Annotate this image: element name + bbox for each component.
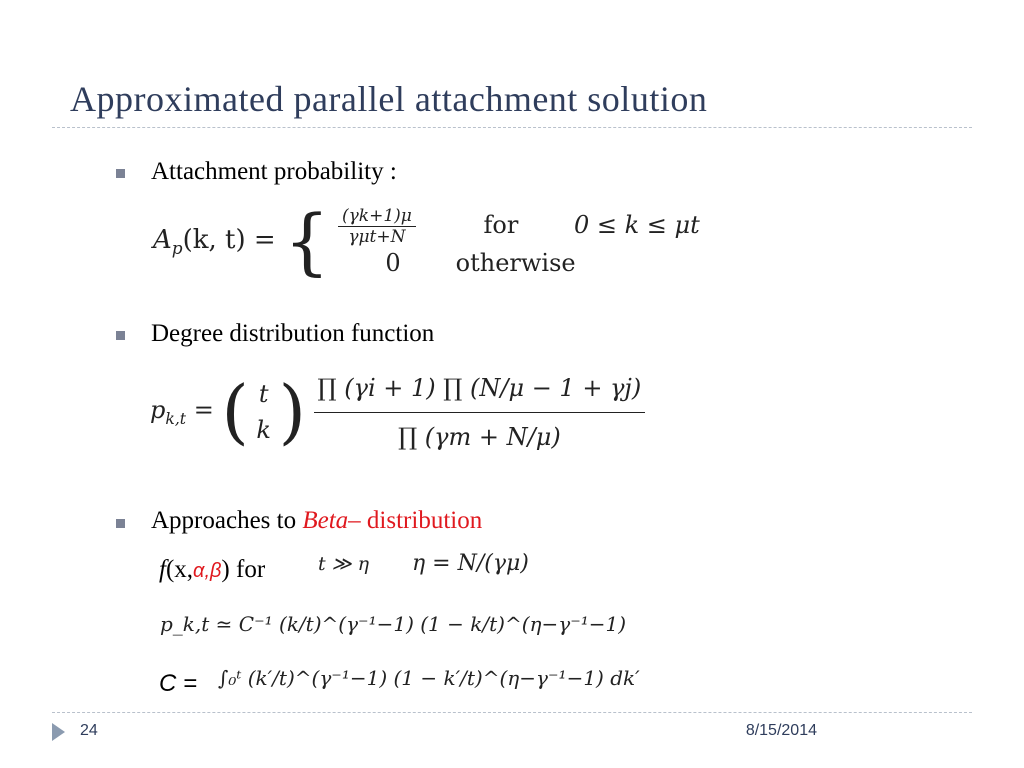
pk-fraction: $\frac{\prod (\gamma i + 1) \prod (N/\mu - 1 + \gamma j)}{\prod (\gamma m + N/\mu)}$ [314,368,646,455]
binomial: t k [256,379,271,444]
bullet-marker [116,331,125,340]
ap-otherwise: otherwise [455,248,576,277]
play-arrow-icon [52,723,65,741]
ap-fraction: $\frac{(\gamma k+1)\mu}{\text{γμt+N}}$ [338,206,416,247]
bullet-degree-distribution: Degree distribution function [151,320,435,347]
slide-date: 8/15/2014 [745,722,817,739]
bullet-marker [116,169,125,178]
bullet-beta-distribution: Approaches to Beta– distribution [151,507,483,534]
slide-title: Approximated parallel attachment solution [70,79,708,119]
ap-lhs: $A_p(k$, t) = [153,225,276,259]
eta-definition: η = N/(γμ) [412,551,529,576]
page-number: 24 [80,722,98,739]
beta-word: Beta– [302,507,361,534]
beta-function-line: f(x,α,β) for [159,556,266,583]
attachment-probability-equation [153,199,700,283]
pk-lhs: $p_{k,t}$ = [150,395,214,428]
alpha-beta-params: α,β [193,560,222,582]
ap-zero: 0 [385,248,401,277]
ap-for: for [483,210,519,239]
distribution-word: distribution [360,507,483,534]
beta-approximation-equation: p_k,t ≃ C⁻¹ (k/t)^(γ⁻¹−1) (1 − k/t)^(η−γ⁻¹−1) [160,612,627,636]
bullet-attachment-probability: Attachment probability : [151,158,397,185]
bullet-marker [116,519,125,528]
t-much-greater-eta: t ≫ η [318,553,369,575]
degree-distribution-equation: $p_{k,t}$ = ( t k ) $\frac{\prod (\gamma i + 1) \prod (N/\mu - 1 + \gamma j)}{\prod (\gamma m + N/\mu)}$ [150,368,645,455]
footer-divider [52,712,972,713]
left-brace: { [283,199,330,283]
title-divider [52,127,972,128]
c-label: C = [159,670,198,697]
c-integral-equation: ∫₀ᵗ (k′/t)^(γ⁻¹−1) (1 − k′/t)^(η−γ⁻¹−1) dk′ [218,666,640,690]
ap-condition: 0 ≤ k ≤ μt [573,210,700,239]
